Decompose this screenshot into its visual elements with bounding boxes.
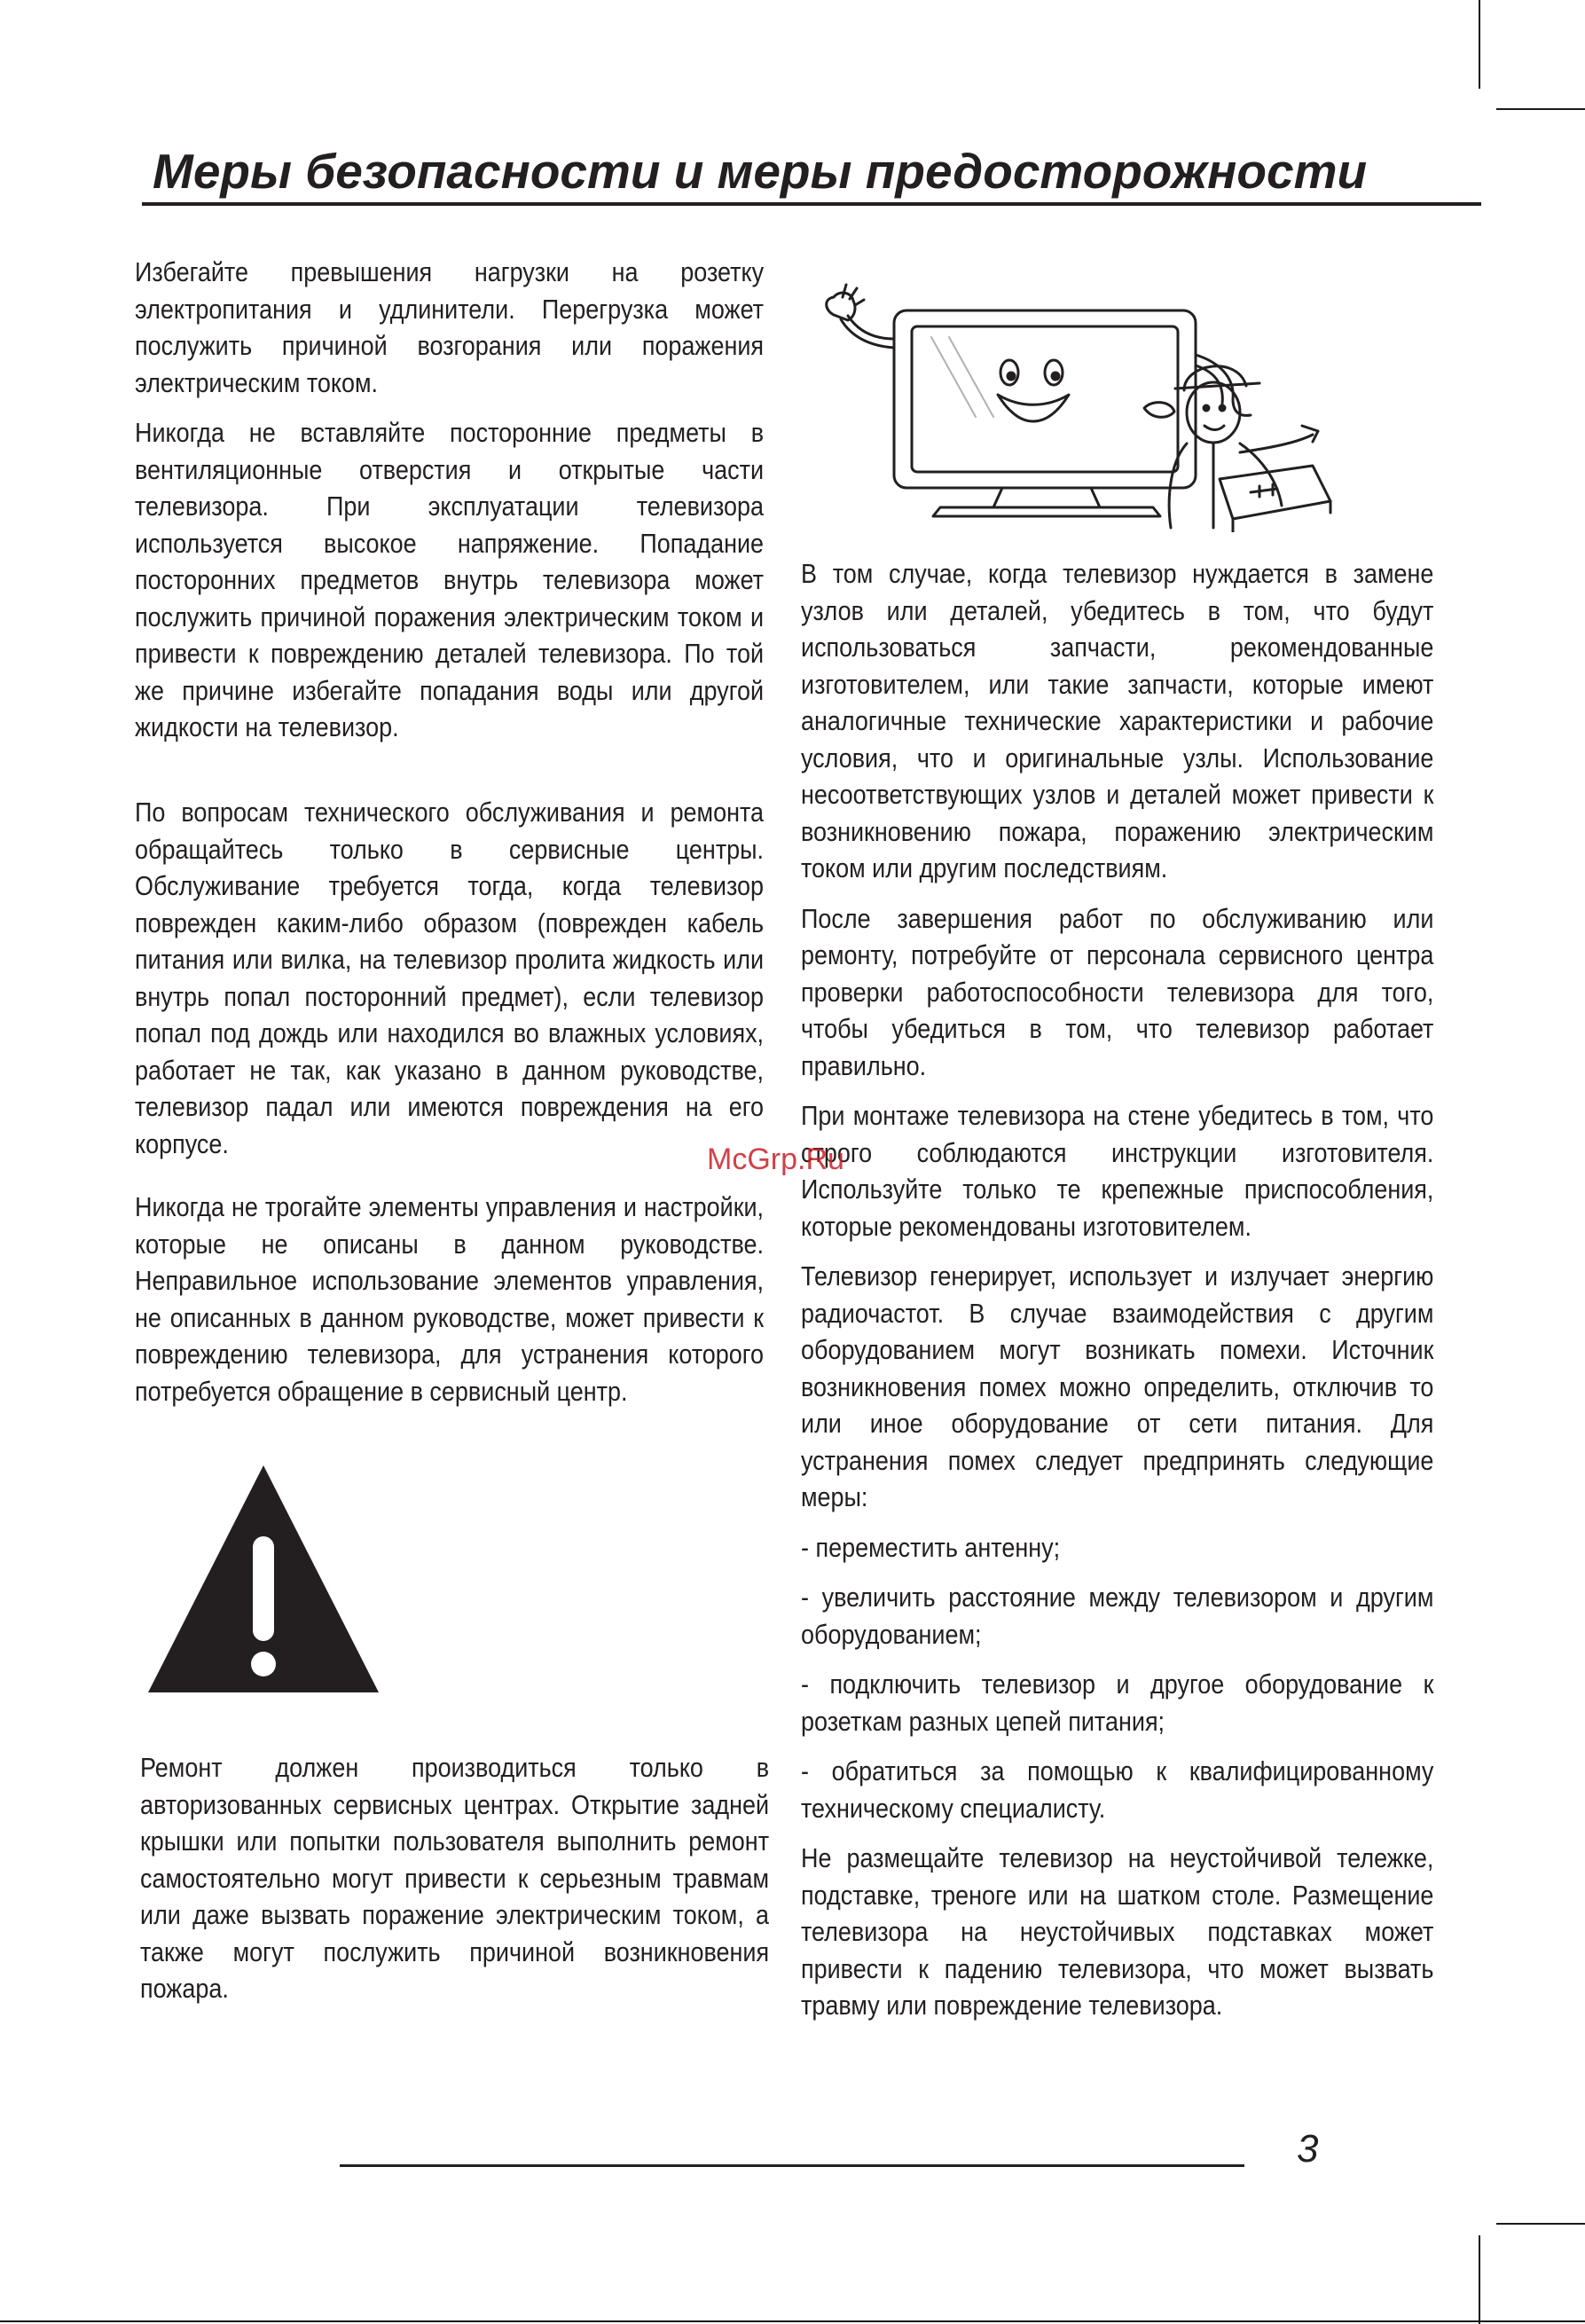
paragraph-wall-mount: При монтаже телевизора на стене убедитесь в том, что строго соблюдаются инструкции изготовителя. Используйте только те крепежные приспособления, которые рекомендованы изготовителем.	[801, 1100, 1434, 1242]
list-item-increase-distance: - увеличить расстояние между телевизором и другим оборудованием;	[801, 1582, 1434, 1650]
paragraph-overload: Избегайте превышения нагрузки на розетку электропитания и удлинители. Перегрузка может послужить причиной возгорания или поражения электрическим током.	[135, 256, 765, 398]
watermark: McGrp.Ru	[707, 1142, 844, 1176]
paragraph-foreign-objects: Никогда не вставляйте посторонние предметы в вентиляционные отверстия и открытые части телевизора. При эксплуатации телевизора используется высокое напряжение. Попадание посторонних предметов внутрь телевизора может послужить причиной поражения электрическим током и привести к повреждению деталей телевизора. По той же причине избегайте попадания воды или другой жидкости на телевизор.	[135, 417, 765, 742]
footer-rule	[340, 2164, 1244, 2167]
left-column	[135, 254, 764, 746]
paragraph-after-repair: После завершения работ по обслуживанию или ремонту, потребуйте от персонала сервисного центра проверки работоспособности телевизора для того, чтобы убедиться в том, что телевизор работает правильно.	[801, 902, 1434, 1081]
list-item-move-antenna: - переместить антенну;	[801, 1531, 1061, 1563]
left-column-warning	[140, 1749, 769, 2007]
crop-mark-bottom-horizontal	[1496, 2223, 1585, 2225]
page-title: Меры безопасности и меры предосторожности	[153, 144, 1368, 199]
paragraph-spare-parts: В том случае, когда телевизор нуждается в замене узлов или деталей, убедитесь в том, что будут использоваться запчасти, рекомендованные изготовителем, или такие запчасти, которые имеют аналогичные технические характеристики и рабочие условия, что и оригинальные узлы. Использование несоответствующих узлов и деталей может привести к возникновению пожара, поражению электрическим током или другим последствиям.	[801, 558, 1434, 883]
title-underline	[142, 202, 1481, 206]
list-item-different-circuits: - подключить телевизор и другое оборудование к розеткам разных цепей питания;	[801, 1668, 1434, 1737]
paragraph-radio-interference: Телевизор генерирует, использует и излучает энергию радиочастот. В случае взаимодействия с другим оборудованием могут возникать помехи. Источник возникновения помех можно определить, отключив то или иное оборудование от сети питания. Для устранения помех следует предпринять следующие меры:	[801, 1260, 1434, 1512]
left-column-service	[135, 794, 764, 1162]
crop-mark-bottom-edge	[0, 2320, 1585, 2322]
tv-technician-illustration	[816, 275, 1339, 532]
paragraph-unstable-stand: Не размещайте телевизор на неустойчивой тележке, подставке, треноге или на шатком столе. Размещение телевизора на неустойчивых подставках может привести к падению телевизора, что может вызвать травму или повреждение телевизора.	[801, 1842, 1434, 2021]
warning-note: Ремонт должен производиться только в авторизованных сервисных центрах. Открытие задней крышки или попытки пользователя выполнить ремонт самостоятельно могут привести к серьезным травмам или даже вызвать поражение электрическим током, а также могут послужить причиной возникновения пожара.	[140, 1752, 770, 2004]
right-column	[801, 555, 1433, 2024]
crop-mark-top-vertical	[1479, 0, 1480, 89]
list-item-contact-specialist: - обратиться за помощью к квалифицированному техническому специалисту.	[801, 1755, 1434, 1824]
warning-triangle-icon	[146, 1464, 381, 1694]
crop-mark-top-horizontal	[1496, 108, 1585, 110]
crop-mark-bottom-vertical	[1479, 2235, 1480, 2324]
paragraph-controls: Никогда не трогайте элементы управления и настройки, которые не описаны в данном руководстве. Неправильное использование элементов управления, не описанных в данном руководстве, может привести к повреждению телевизора, для устранения которого потребуется обращение в сервисный центр.	[135, 1191, 765, 1407]
page-number: 3	[1297, 2127, 1319, 2171]
left-column-controls	[135, 1189, 764, 1409]
paragraph-service: По вопросам технического обслуживания и ремонта обращайтесь только в сервисные центры. Обслуживание требуется тогда, когда телевизор поврежден каким-либо образом (поврежден кабель питания или вилка, на телевизор пролита жидкость или внутрь попал посторонний предмет), если телевизор попал под дождь или находился во влажных условиях, работает не так, как указано в данном руководстве, телевизор падал или имеются повреждения на его корпусе.	[135, 797, 765, 1159]
